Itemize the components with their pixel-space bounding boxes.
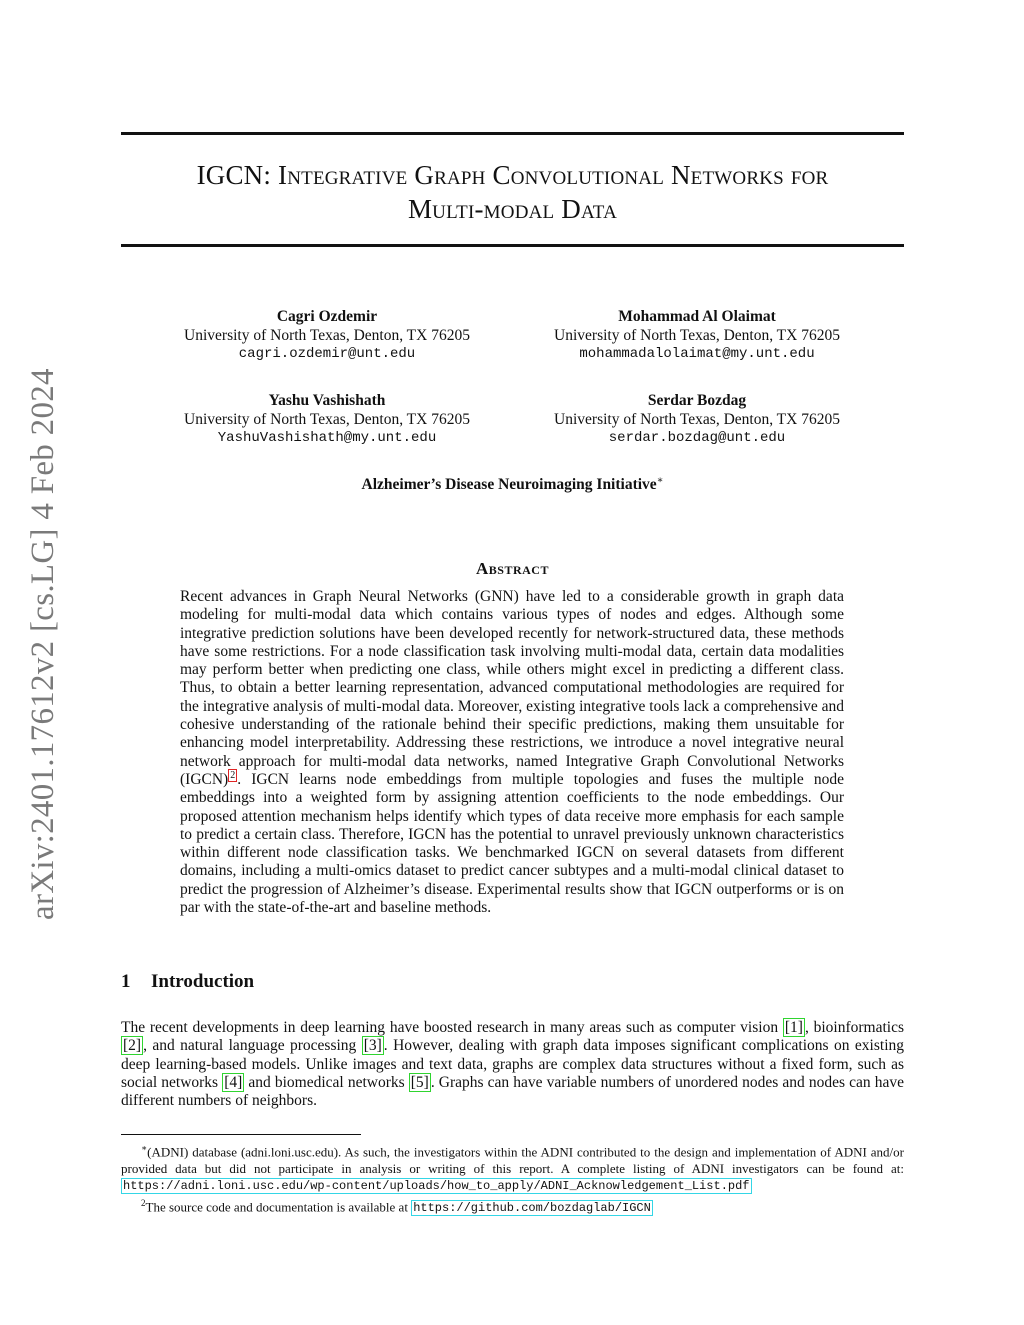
author-affiliation: University of North Texas, Denton, TX 76205 [554, 327, 840, 344]
adni-list-link[interactable]: https://adni.loni.usc.edu/wp-content/uploads/how_to_apply/ADNI_Acknowledgement_List.pdf [123, 1179, 750, 1194]
footnote-mark: ∗ [656, 475, 664, 486]
footnote-text: (ADNI) database (adni.loni.usc.edu). As such, the investigators within the ADNI contributed to the design and implementation of ADNI and/or provided data but did not participate in analysis or writing of this report. A complete listing of ADNI investigators can be found at: [121, 1144, 904, 1176]
title-line-2: Multi-modal Data [407, 194, 618, 224]
author-affiliation: University of North Texas, Denton, TX 76205 [554, 411, 840, 428]
citation-link[interactable]: [5] [410, 1073, 429, 1091]
section-heading [121, 971, 254, 993]
author-block [517, 307, 877, 364]
abstract-text: . IGCN learns node embeddings from multiple topologies and fuses the multiple node embeddings into a weighted form by assigning attention coefficients to the node embeddings. Our proposed attention mechanism helps identify which types of data receive more emphasis for each sample to predict a certain class. Therefore, IGCN has the potential to unravel previously unknown characteristics within different node classification tasks. We benchmarked IGCN on several datasets from different domains, including a multi-omics dataset to predict cancer subtypes and a multi-modal clinical dataset to predict the progression of Alzheimer’s disease. Experimental results show that IGCN outperforms or is on par with the state-of-the-art and baseline methods. [180, 770, 844, 917]
title-line-1: IGCN: Integrative Graph Convolutional Networks for [196, 160, 829, 190]
footnote-mark: ∗ [141, 1143, 148, 1153]
body-text: , bioinformatics [804, 1019, 904, 1036]
author-affiliation: University of North Texas, Denton, TX 76205 [184, 411, 470, 428]
body-text: , and natural language processing [143, 1037, 362, 1055]
abstract-heading: Abstract [476, 559, 549, 578]
section-title: Introduction [151, 971, 255, 992]
arxiv-identifier: arXiv:2401.17612v2 [cs.LG] 4 Feb 2024 [25, 368, 61, 920]
body-text: . However, dealing with graph data imposes significant complications on existing deep learning-based models. Unlike images and text data, graphs are complex data structures without a fixed form, such as social networks [121, 1037, 904, 1091]
footnotes [121, 1140, 904, 1217]
body-text: . Graphs can have variable numbers of unordered nodes and nodes can have different numbers of neighbors. [121, 1073, 904, 1110]
footnote-rule [121, 1134, 361, 1135]
citation-link[interactable]: [2] [123, 1037, 142, 1055]
footnote-link[interactable]: 2 [230, 769, 236, 781]
footnote-2 [121, 1195, 904, 1217]
title-top-rule [121, 132, 904, 135]
footnote-text: The source code and documentation is available at [145, 1199, 412, 1215]
author-name: Cagri Ozdemir [276, 308, 378, 325]
citation-link[interactable]: [4] [224, 1073, 243, 1091]
citation-link[interactable]: [1] [784, 1019, 803, 1036]
intro-paragraph [121, 1019, 904, 1110]
author-email: YashuVashishath@my.unt.edu [217, 430, 437, 446]
title-bottom-rule [121, 244, 904, 247]
author-block [147, 391, 507, 448]
author-email: cagri.ozdemir@unt.edu [238, 346, 416, 362]
github-link[interactable]: https://github.com/bozdaglab/IGCN [413, 1201, 651, 1216]
paper-title [121, 158, 904, 226]
author-name: Serdar Bozdag [647, 392, 747, 409]
citation-link[interactable]: [3] [363, 1037, 382, 1055]
author-email: mohammadalolaimat@my.unt.edu [579, 346, 815, 362]
abstract-text: Recent advances in Graph Neural Networks (GNN) have led to a considerable growth in graph data modeling for multi-modal data which contains various types of nodes and edges. Although some integrative prediction solutions have been developed recently for network-structured data, these methods have some restrictions. For a node classification task involving multi-modal data, certain data modalities may perform better when predicting one class, while others might excel in predicting a different class. Thus, to obtain a better learning representation, advanced computational methodologies are required for the integrative analysis of multi-modal data. Moreover, existing integrative tools lack a comprehensive and cohesive understanding of the rationale behind their specific predictions, making them unsuitable for enhancing model interpretability. Addressing these restrictions, we introduce a novel integrative neural network approach for multi-modal data networks, named Integrative Graph Convolutional Networks (IGCN) [180, 588, 844, 788]
section-number: 1 [121, 971, 131, 992]
body-text: The recent developments in deep learning have boosted research in many areas such as computer vision [121, 1019, 783, 1036]
footnote-1 [121, 1140, 904, 1195]
author-name: Yashu Vashishath [268, 392, 386, 409]
author-block [517, 391, 877, 448]
consortium-name [121, 475, 904, 494]
author-name: Mohammad Al Olaimat [618, 308, 776, 325]
footnote-mark: 2 [141, 1197, 146, 1208]
author-email: serdar.bozdag@unt.edu [608, 430, 786, 446]
abstract-body [180, 588, 844, 917]
consortium-label: Alzheimer’s Disease Neuroimaging Initiative [361, 476, 657, 494]
author-affiliation: University of North Texas, Denton, TX 76205 [184, 327, 470, 344]
author-block [147, 307, 507, 364]
body-text: and biomedical networks [244, 1073, 409, 1091]
